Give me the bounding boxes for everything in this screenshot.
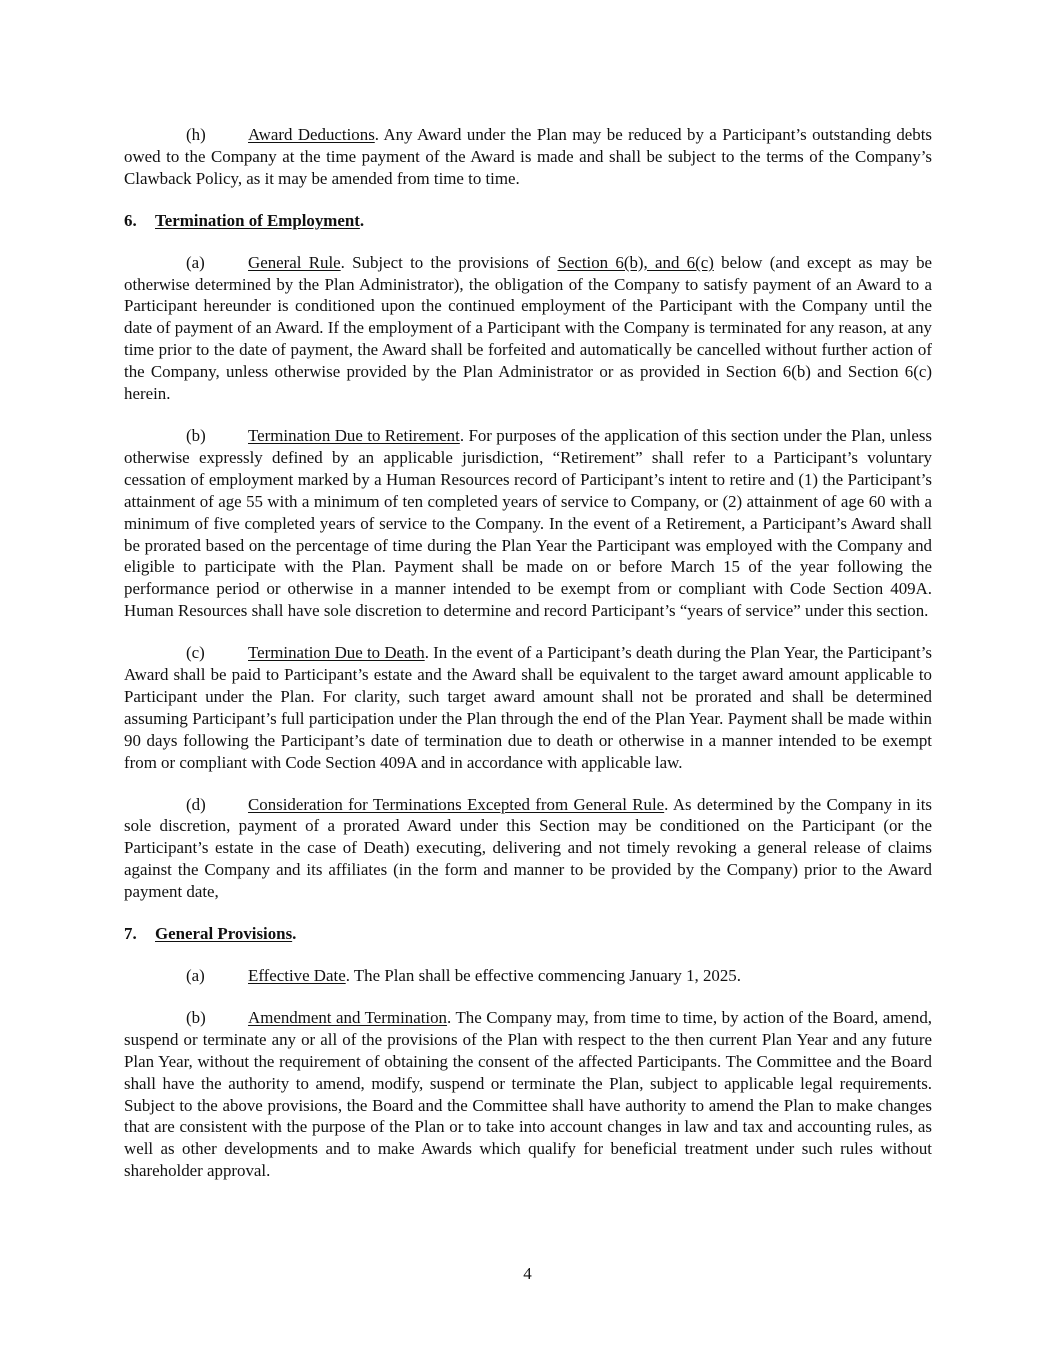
paragraph-text: below (and except as may be otherwise determined by the Plan Administrator), the obligation of the Company to satisfy payment of an Award to a Participant hereunder is conditioned upon the continued employment of the Participant with the Company until the date of payment of an Award. If the employment of a Participant with the Company is terminated for any reason, at any time prior to the date of payment, the Award shall be forfeited and automatically be cancelled without further action of the Company, unless otherwise provided by the Plan Administrator or as provided in Section 6(b) and Section 6(c) herein.: [124, 252, 933, 404]
section-number: 6.: [124, 210, 137, 230]
section-title-suffix: .: [292, 924, 297, 944]
section-title: Termination of Employment: [155, 210, 360, 230]
section-title: General Provisions: [155, 924, 293, 944]
paragraph-text: . For purposes of the application of this section under the Plan, unless otherwise expressly defined by an applicable jurisdiction, “Retirement” shall refer to a Participant’s voluntary cessation of employment marked by a Human Resources record of Participant’s intent to retire and (1) the Participant’s attainment of age 55 with a minimum of ten completed years of service to Company, or (2) attainment of age 60 with a minimum of five completed years of service to the Company. In the event of a Retirement, a Participant’s Award shall be prorated based on the percentage of time during the Plan Year the Participant was employed with the Company and eligible to participate with the Plan. Payment shall be made on or before March 15 of the year following the performance period or otherwise in a manner intended to be exempt from or compliant with Code Section 409A. Human Resources shall have sole discretion to determine and record Participant’s “years of service” under this section.: [124, 425, 932, 621]
subsection-marker: (d): [186, 794, 206, 814]
paragraph-7b: [124, 1007, 932, 1182]
subsection-marker: (a): [186, 966, 205, 985]
subsection-marker: (a): [186, 252, 205, 272]
section-heading-7: [124, 923, 932, 945]
paragraph-text: . In the event of a Participant’s death during the Plan Year, the Participant’s Award shall be paid to Participant’s estate and the Award shall be equivalent to the target award amount applicable to Participant under the Plan. For clarity, such target award amount shall not be prorated and shall be determined assuming Participant’s full participation under the Plan through the end of the Plan Year. Payment shall be made within 90 days following the Participant’s date of termination due to death or otherwise in a manner intended to be exempt from or compliant with Code Section 409A and in accordance with applicable law.: [124, 643, 932, 772]
paragraph-6d: [124, 794, 932, 904]
paragraph-7a: [124, 965, 932, 987]
section-heading-6: [124, 210, 932, 232]
paragraph-6b: [124, 425, 932, 622]
subsection-marker: (b): [186, 1007, 206, 1027]
subsection-title: Effective Date: [248, 966, 346, 985]
subsection-marker: (h): [186, 125, 206, 144]
subsection-marker: (b): [186, 425, 206, 445]
section-number: 7.: [124, 924, 137, 944]
paragraph-text: . The Company may, from time to time, by action of the Board, amend, suspend or terminate any or all of the provisions of the Plan with respect to the then current Plan Year and any future Plan Year, without the requirement of obtaining the consent of the affected Participants. The Committee and the Board shall have the authority to amend, modify, suspend or terminate the Plan, subject to applicable legal requirements. Subject to the above provisions, the Board and the Committee shall have authority to amend the Plan to make changes that are consistent with the purpose of the Plan or to take into account changes in law and tax and accounting rules, as well as other developments and to make Awards which qualify for beneficial treatment under such rules without shareholder approval.: [124, 1007, 932, 1181]
paragraph-text: . As determined by the Company in its sole discretion, payment of a prorated Award under this Section may be conditioned on the Participant (or the Participant’s estate in the case of Death) executing, delivering and not timely revoking a general release of claims against the Company and its affiliates (in the form and manner to be provided by the Company) prior to the Award payment date,: [124, 794, 932, 902]
paragraph-text: . Any Award under the Plan may be reduced by a Participant’s outstanding debts owed to the Company at the time payment of the Award is made and shall be subject to the terms of the Company’s Clawback Policy, as it may be amended from time to time.: [124, 125, 932, 188]
paragraph-5h: [124, 124, 932, 190]
subsection-title: Termination Due to Death: [248, 643, 425, 663]
paragraph-6c: [124, 642, 932, 773]
subsection-title: Amendment and Termination: [248, 1007, 447, 1027]
subsection-title: Award Deductions: [248, 125, 375, 144]
section-title-suffix: .: [359, 210, 365, 230]
subsection-title: Termination Due to Retirement: [248, 425, 460, 445]
paragraph-text: . Subject to the provisions of: [340, 252, 558, 272]
document-page: [124, 124, 932, 1182]
section-cross-reference: Section 6(b), and 6(c): [557, 252, 714, 272]
subsection-marker: (c): [186, 643, 205, 663]
paragraph-text: . The Plan shall be effective commencing January 1, 2025.: [345, 966, 741, 985]
paragraph-6a: [124, 252, 932, 405]
subsection-title: General Rule: [248, 252, 341, 272]
subsection-title: Consideration for Terminations Excepted from General Rule: [248, 794, 665, 814]
page-number: 4: [523, 1264, 532, 1283]
